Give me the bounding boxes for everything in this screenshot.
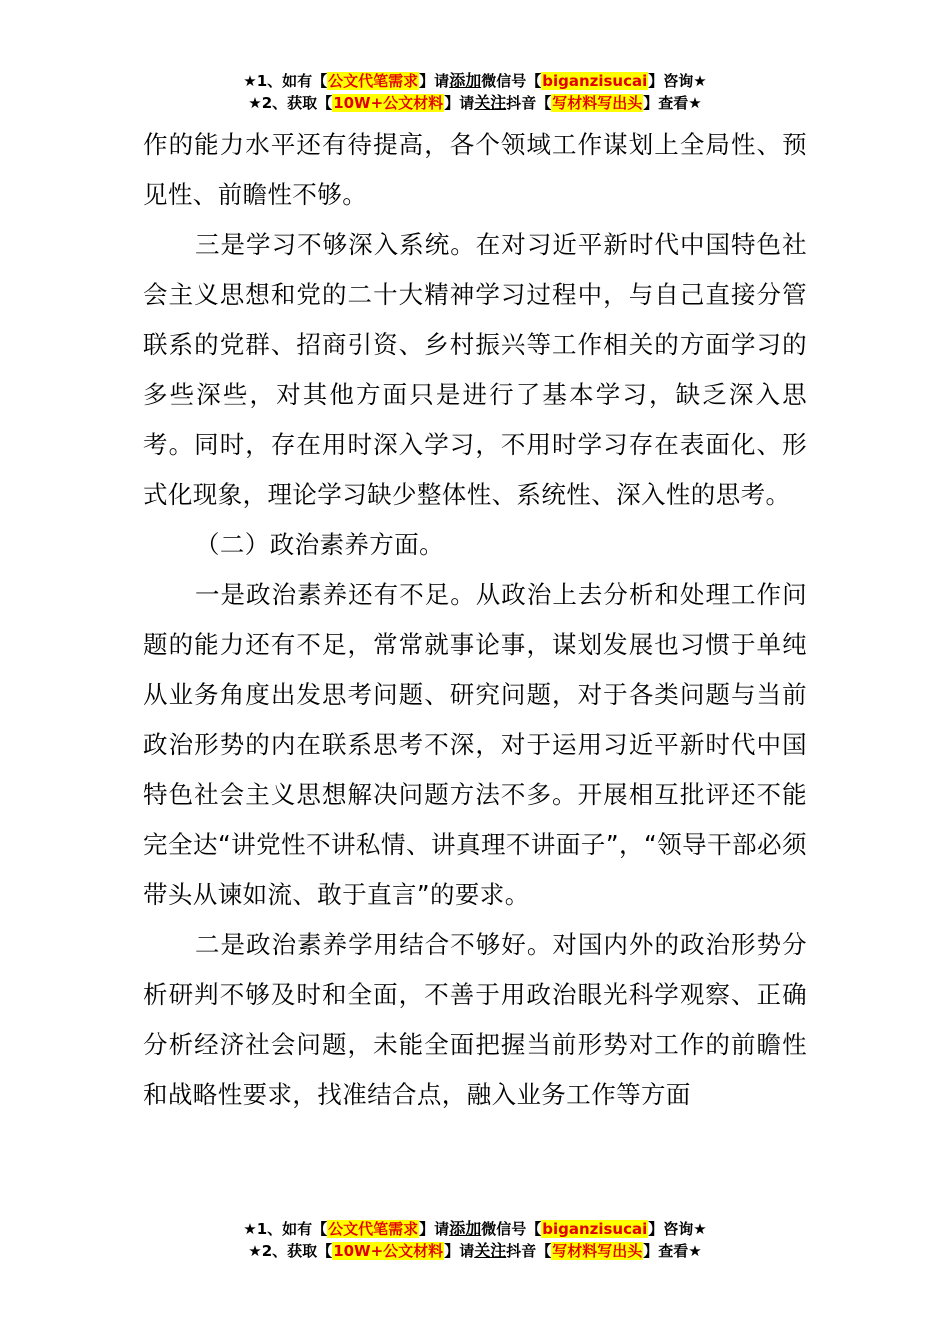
paragraph-political-literacy: 一是政治素养还有不足。从政治上去分析和处理工作问题的能力还有不足，常常就事论事，谋划发展也习惯于单纯从业务角度出发思考问题、研究问题，对于各类问题与当前政治形势的内在联系思考不深，对于运用习近平新时代中国特色社会主义思想解决问题方法不多。开展相互批评还不能完全达“讲党性不讲私情、讲真理不讲面子”，“领导干部必须带头从谏如流、敢于直言”的要求。 [143, 580, 807, 909]
highlight-douyin: 写材料写出头 [552, 94, 643, 112]
promo-line-1: ★1、如有【公文代笔需求】请添加微信号【biganzisucai】咨询★ [243, 1219, 707, 1238]
paragraph-study-depth: 三是学习不够深入系统。在对习近平新时代中国特色社会主义思想和党的二十大精神学习过程中，与自己直接分管联系的党群、招商引资、乡村振兴等工作相关的方面学习的多些深些，对其他方面只是进行了基本学习，缺乏深入思考。同时，存在用时深入学习，不用时学习存在表面化、形式化现象，理论学习缺少整体性、系统性、深入性的思考。 [143, 230, 807, 509]
promo-line-2: ★2、获取【10W+公文材料】请关注抖音【写材料写出头】查看★ [248, 1241, 702, 1260]
promo-line-1: ★1、如有【公文代笔需求】请添加微信号【biganzisucai】咨询★ [243, 71, 707, 90]
header-promo-banner [0, 70, 950, 114]
section-heading-political: （二）政治素养方面。 [195, 530, 444, 559]
highlight-wechat-id: biganzisucai [542, 72, 648, 90]
highlight-service: 公文代笔需求 [328, 1220, 419, 1238]
paragraph-learning-application: 二是政治素养学用结合不够好。对国内外的政治形势分析研判不够及时和全面，不善于用政治眼光科学观察、正确分析经济社会问题，未能全面把握当前形势对工作的前瞻性和战略性要求，找准结合点，融入业务工作等方面 [143, 930, 807, 1109]
highlight-materials: 10W+公文材料 [333, 94, 444, 112]
highlight-douyin: 写材料写出头 [552, 1242, 643, 1260]
highlight-service: 公文代笔需求 [328, 72, 419, 90]
promo-line-2: ★2、获取【10W+公文材料】请关注抖音【写材料写出头】查看★ [248, 93, 702, 112]
highlight-materials: 10W+公文材料 [333, 1242, 444, 1260]
paragraph-continuation: 作的能力水平还有待提高，各个领域工作谋划上全局性、预见性、前瞻性不够。 [143, 130, 807, 209]
document-body [143, 120, 807, 1120]
footer-promo-banner [0, 1218, 950, 1262]
highlight-wechat-id: biganzisucai [542, 1220, 648, 1238]
